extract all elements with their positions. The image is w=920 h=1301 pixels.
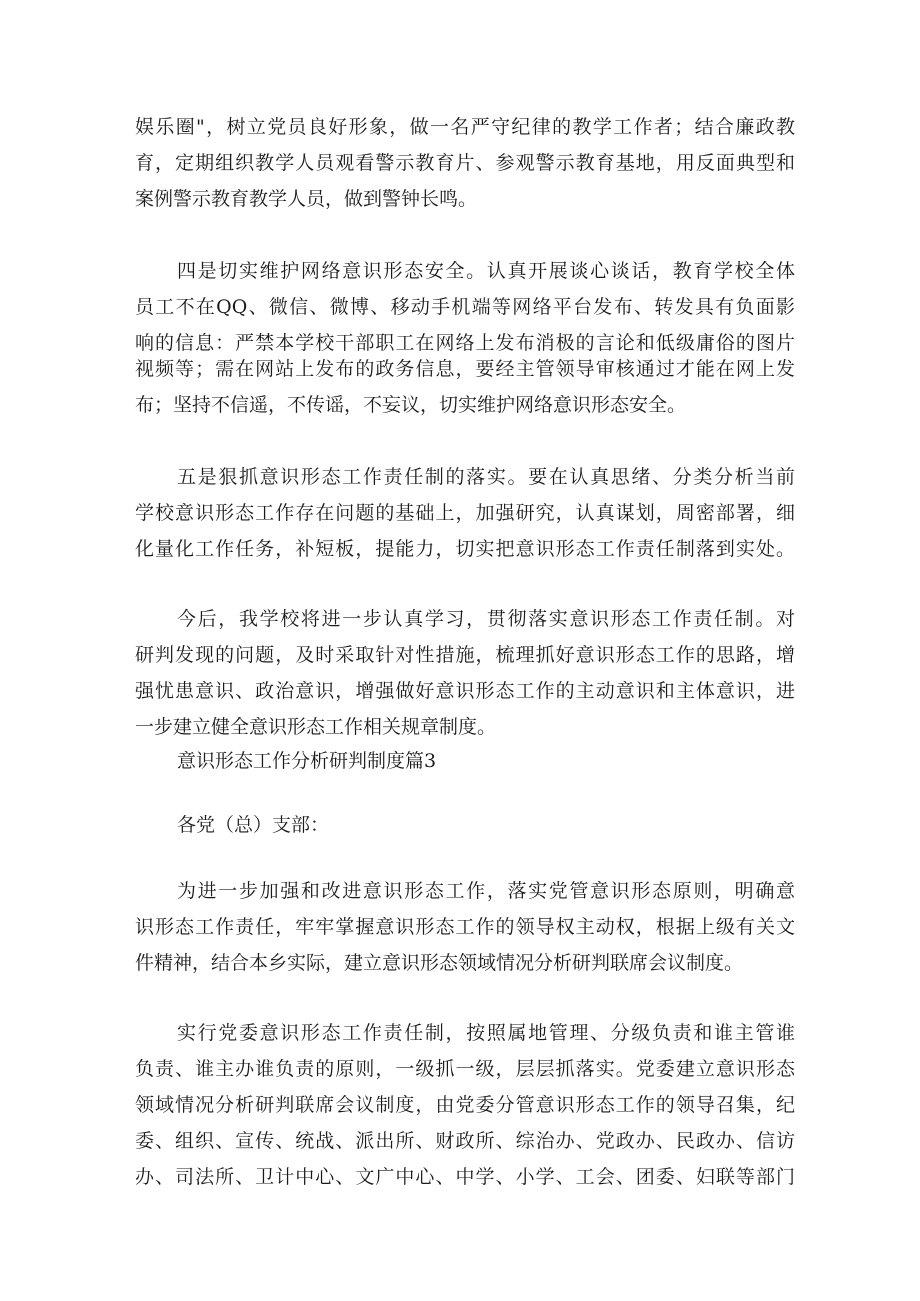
paragraph-2-line-5: 布；坚持不信遥，不传谣，不妄议，切实维护网络意识形态安全。: [135, 394, 687, 416]
salutation: 各党（总）支部：: [177, 814, 330, 836]
paragraph-5-line-1: 为进一步加强和改进意识形态工作，落实党管意识形态原则，明确意: [177, 880, 795, 902]
paragraph-6-line-2: 负责、谁主办谁负责的原则，一级抓一级，层层抓落实。党委建立意识形态: [135, 1058, 795, 1080]
paragraph-2-line-3: 响的信息：严禁本学校干部职工在网络上发布消极的言论和低级庸俗的图片: [135, 332, 795, 354]
paragraph-2-line-2: 员工不在QQ、微信、微博、移动手机端等网络平台发布、转发具有负面影: [135, 296, 795, 318]
paragraph-3-line-1: 五是狠抓意识形态工作责任制的落实。要在认真思绪、分类分析当前: [177, 466, 795, 488]
paragraph-1-line-2: 育，定期组织教学人员观看警示教育片、参观警示教育基地，用反面典型和: [135, 152, 795, 174]
paragraph-5-line-2: 识形态工作责任，牢牢掌握意识形态工作的领导权主动权，根据上级有关文: [135, 916, 795, 938]
paragraph-2-line-4: 视频等；需在网站上发布的政务信息，要经主管领导审核通过才能在网上发: [135, 358, 795, 380]
paragraph-6-line-5: 办、司法所、卫计中心、文广中心、中学、小学、工会、团委、妇联等部门: [135, 1166, 795, 1188]
paragraph-6-line-3: 领域情况分析研判联席会议制度，由党委分管意识形态工作的领导召集，纪: [135, 1094, 795, 1116]
section-heading: 意识形态工作分析研判制度篇3: [177, 750, 437, 772]
paragraph-4-line-4: 一步建立健全意识形态工作相关规章制度。: [135, 716, 497, 738]
paragraph-6-line-4: 委、组织、宣传、统战、派出所、财政所、综治办、党政办、民政办、信访: [135, 1130, 795, 1152]
paragraph-1-line-3: 案例警示教育教学人员，做到警钟长鸣。: [135, 188, 478, 210]
paragraph-3-line-3: 化量化工作任务，补短板，提能力，切实把意识形态工作责任制落到实处。: [135, 538, 795, 560]
paragraph-4-line-3: 强忧患意识、政治意识，增强做好意识形态工作的主动意识和主体意识，进: [135, 680, 795, 702]
paragraph-4-line-1: 今后，我学校将进一步认真学习，贯彻落实意识形态工作责任制。对: [177, 608, 795, 630]
paragraph-1-line-1: 娱乐圈"，树立党员良好形象，做一名严守纪律的教学工作者；结合廉政教: [135, 116, 795, 138]
paragraph-5-line-3: 件精神，结合本乡实际，建立意识形态领域情况分析研判联席会议制度。: [135, 952, 744, 974]
paragraph-2-line-1: 四是切实维护网络意识形态安全。认真开展谈心谈话，教育学校全体: [177, 260, 795, 282]
paragraph-6-line-1: 实行党委意识形态工作责任制，按照属地管理、分级负责和谁主管谁: [177, 1022, 795, 1044]
paragraph-4-line-2: 研判发现的问题，及时采取针对性措施，梳理抓好意识形态工作的思路，增: [135, 644, 795, 666]
paragraph-3-line-2: 学校意识形态工作存在问题的基础上，加强研究，认真谋划，周密部署，细: [135, 502, 795, 524]
